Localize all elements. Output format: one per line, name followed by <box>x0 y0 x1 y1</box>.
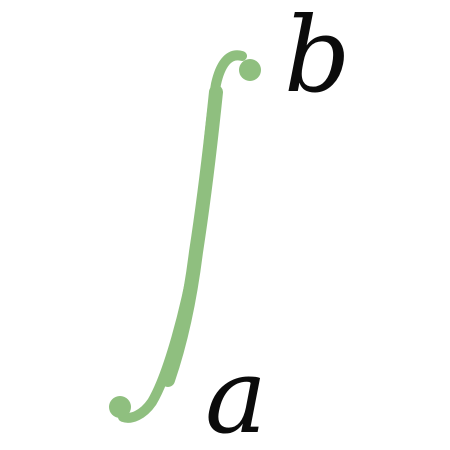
upper-limit: b <box>284 0 351 116</box>
lower-limit: a <box>205 335 268 450</box>
integral-bottom-terminal <box>109 396 131 418</box>
integral-top-terminal <box>239 59 261 81</box>
